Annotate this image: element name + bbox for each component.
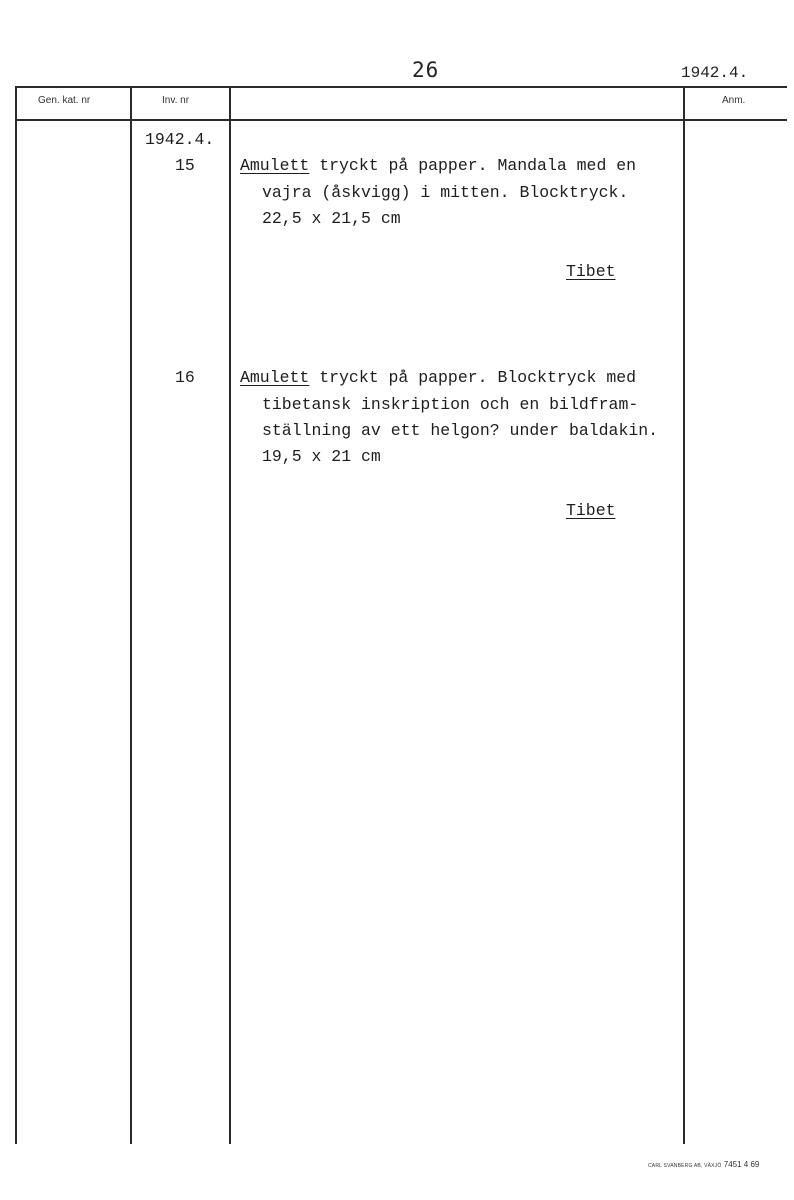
- entry-number: 15: [175, 156, 195, 175]
- entry-place: Tibet: [566, 262, 616, 281]
- entry-text: tryckt på papper. Mandala med en: [309, 156, 637, 175]
- inv-column-rule: [229, 86, 231, 1144]
- printer-imprint: [648, 1160, 759, 1169]
- printer-name: CARL SVANBERG AB, VÄXJÖ: [648, 1163, 722, 1169]
- entry-text: tryckt på papper. Blocktryck med: [309, 368, 637, 387]
- inventory-prefix: 1942.4.: [145, 130, 215, 149]
- entry-number: 16: [175, 368, 195, 387]
- entry-description-line-1: [240, 365, 636, 391]
- entry-description-line-2: vajra (åskvigg) i mitten. Blocktryck.: [262, 183, 629, 202]
- entry-dimensions: 22,5 x 21,5 cm: [262, 209, 401, 228]
- page-number: 26: [412, 58, 440, 82]
- left-border-rule: [15, 86, 17, 1144]
- column-header-gen-kat-nr: Gen. kat. nr: [38, 95, 91, 106]
- entry-description-line-2: tibetansk inskription och en bildfram-: [262, 395, 639, 414]
- form-code: 7451 4 69: [723, 1160, 760, 1169]
- anm-column-rule: [683, 86, 685, 1144]
- entry-keyword: Amulett: [240, 368, 310, 387]
- entry-description-line-3: ställning av ett helgon? under baldakin.: [262, 421, 659, 440]
- column-header-inv-nr: Inv. nr: [162, 95, 190, 106]
- column-header-anm: Anm.: [722, 95, 746, 106]
- entry-dimensions: 19,5 x 21 cm: [262, 447, 381, 466]
- entry-keyword: Amulett: [240, 156, 310, 175]
- entry-description-line-1: [240, 153, 636, 179]
- entry-place: Tibet: [566, 501, 616, 520]
- gen-kat-column-rule: [130, 86, 132, 1144]
- header-accession-ref: 1942.4.: [681, 64, 749, 82]
